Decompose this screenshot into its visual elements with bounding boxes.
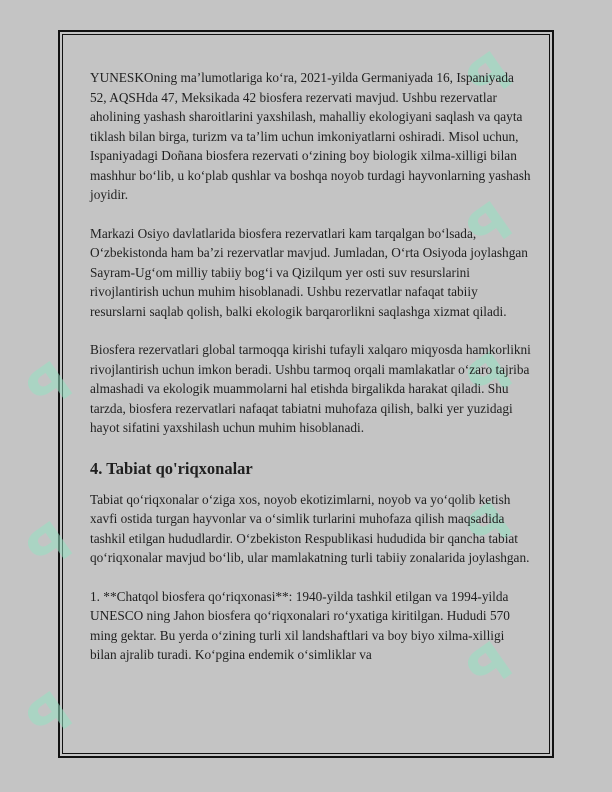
paragraph: YUNESKOning maʼlumotlariga koʻra, 2021-yilda Germaniyada 16, Ispaniyada 52, AQSHda 47, Meksikada 42 biosfera rezervati mavjud. Ushbu rezervatlar aholining yashash sharoitlarini yaxshilash, mahalliy ekologiyani saqlash va qayta tiklash bilan birga, turizm va taʼlim uchun imkoniyatlarni oshiradi. Misol uchun, Ispaniyadagi Doñana biosfera rezervati oʻzining boy biologik xilma-xilligi bilan mashhur boʻlib, u koʻplab qushlar va boshqa noyob turdagi hayvonlarning yashash joyidir. <box>90 70 531 202</box>
document-body <box>90 68 532 684</box>
paragraph: 1. **Chatqol biosfera qoʻriqxonasi**: 1940-yilda tashkil etilgan va 1994-yilda UNESCO ning Jahon biosfera qoʻriqxonalari roʻyxatiga kiritilgan. Hududi 570 ming gektar. Bu yerda oʻzining turli xil landshaftlari va boy biyo xilma-xilligi bilan ajralib turadi. Koʻpgina endemik oʻsimliklar va <box>90 588 510 662</box>
watermark-icon: ꟼ <box>455 629 524 704</box>
watermark-icon: ꟼ <box>15 679 84 754</box>
section-heading: 4. Tabiat qo'riqxonalar <box>90 458 253 478</box>
paragraph: Biosfera rezervatlari global tarmoqqa kirishi tufayli xalqaro miqyosda hamkorlikni rivojlantirish uchun imkon beradi. Ushbu tarmoq orqali mamlakatlar oʻzaro tajriba almashadi va ekologik muammolarni hal etishda birgalikda harakat qiladi. Shu tarzda, biosfera rezervatlari nafaqat tabiatni muhofaza qilish, balki yer yuzidagi hayot sifatini yaxshilash uchun muhim hisoblanadi. <box>90 342 531 435</box>
watermark-icon: ꟼ <box>455 489 524 564</box>
paragraph: Tabiat qoʻriqxonalar oʻziga xos, noyob ekotizimlarni, noyob va yoʻqolib ketish xavfi ostida turgan hayvonlar va oʻsimlik turlarini muhofaza qilish maqsadida tashkil etilgan hududlardir. Oʻzbekiston Respublikasi hududida bir qancha tabiat qoʻriqxonalar mavjud boʻlib, ular mamlakatning turli tabiiy zonalarida joylashgan. <box>90 491 530 565</box>
watermark-icon: ꟼ <box>455 339 524 414</box>
paragraph: Markazi Osiyo davlatlarida biosfera rezervatlari kam tarqalgan boʻlsada, Oʻzbekistonda ham baʼzi rezervatlar mavjud. Jumladan, Oʻrta Osiyoda joylashgan Sayram-Ugʻom milliy tabiiy bogʻi va Qizilqum yer osti suv resurslarini rivojlantirish uchun muhim hisoblanadi. Ushbu rezervatlar nafaqat tabiiy resurslarni saqlab qolish, balki ekologik barqarorlikni saqlashga xizmat qiladi. <box>90 225 528 319</box>
watermark-icon: ꟼ <box>15 349 84 424</box>
watermark-icon: ꟼ <box>455 39 524 114</box>
watermark-icon: ꟼ <box>455 189 524 264</box>
watermark-icon: ꟼ <box>15 509 84 584</box>
